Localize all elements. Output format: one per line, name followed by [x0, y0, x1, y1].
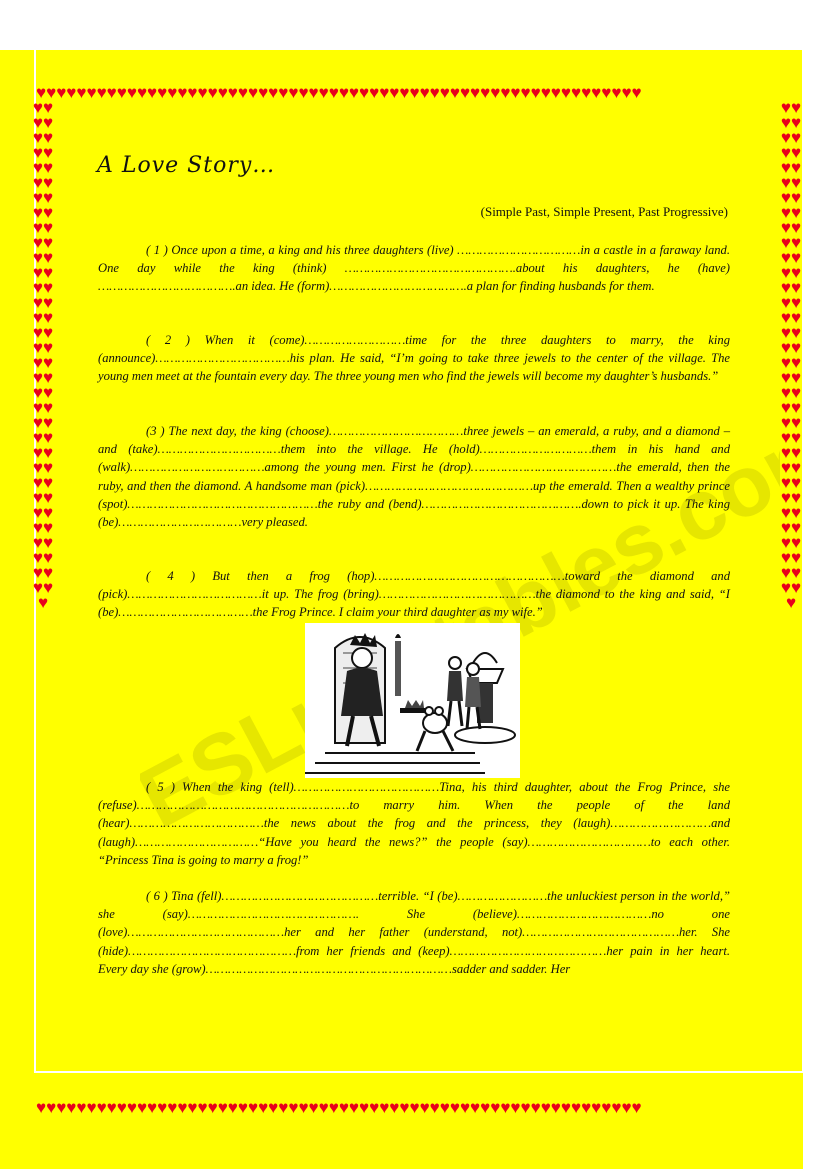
king-and-frog-illustration [305, 623, 520, 778]
story-paragraph-6: ( 6 ) Tina (fell)……………………………………terrible. “I (be)……………………the unluckiest person in the world,” she (say)………………………………………. She (believe)………………………………no one (love)……………………………………her and her father (understand, not)……………………………………her. She (hide)………………………………………from her friends and (keep)……………………………………her pain in her heart. Every day she (grow)…………………………………………………………sadder and sadder. Her [98, 889, 730, 976]
heart-border-right-icon: ♥♥♥♥♥♥♥♥♥♥♥♥♥♥♥♥♥♥♥♥♥♥♥♥♥♥♥♥♥♥♥♥♥♥♥♥♥♥♥♥♥♥♥♥♥♥♥♥♥♥♥♥♥♥♥♥♥♥♥♥♥♥♥♥♥♥♥ [780, 100, 802, 612]
illustration-drawing [305, 623, 520, 778]
heart-border-bottom-icon: ♥♥♥♥♥♥♥♥♥♥♥♥♥♥♥♥♥♥♥♥♥♥♥♥♥♥♥♥♥♥♥♥♥♥♥♥♥♥♥♥♥♥♥♥♥♥♥♥♥♥♥♥♥♥♥♥♥♥♥♥ [36, 1098, 642, 1117]
story-paragraph-5: ( 5 ) When the king (tell)…………………………………Tina, his third daughter, about the Frog Prince, she (refuse)…………………………………………………to marry him. When the people of the land (hear)………………………………the news about the frog and the princess, they (laugh)………………………and (laugh)……………………………“Have you heard the news?” the people (say)……………………………to each other. “Princess Tina is going to marry a frog!” [98, 780, 730, 867]
story-paragraph-1: ( 1 ) Once upon a time, a king and his three daughters (live) ……………………………in a castle in a faraway land. One day while the king (think) ……………………………………….about his daughters, he (have) ……………………………….an idea. He (form)……………………………….a plan for finding husbands for them. [98, 243, 730, 294]
page-subtitle: (Simple Past, Simple Present, Past Progressive) [480, 204, 728, 219]
page-title: A Love Story… [97, 153, 276, 178]
heart-border-left-icon: ♥♥♥♥♥♥♥♥♥♥♥♥♥♥♥♥♥♥♥♥♥♥♥♥♥♥♥♥♥♥♥♥♥♥♥♥♥♥♥♥♥♥♥♥♥♥♥♥♥♥♥♥♥♥♥♥♥♥♥♥♥♥♥♥♥♥♥ [32, 100, 54, 612]
heart-border-top-icon: ♥♥♥♥♥♥♥♥♥♥♥♥♥♥♥♥♥♥♥♥♥♥♥♥♥♥♥♥♥♥♥♥♥♥♥♥♥♥♥♥♥♥♥♥♥♥♥♥♥♥♥♥♥♥♥♥♥♥♥♥ [36, 83, 642, 102]
story-paragraph-4: ( 4 ) But then a frog (hop)……………………………………………toward the diamond and (pick)………………………………it up. The frog (bring)……………………………………the diamond to the king and said, “I (be)………………………………the Frog Prince. I claim your third daughter as my wife.” [98, 569, 730, 620]
story-paragraph-2: ( 2 ) When it (come)………………………time for the three daughters to marry, the king (announce)………………………………his plan. He said, “I’m going to take three jewels to the center of the village. The young men meet at the fountain every day. The three young men who find the jewels will become my daughter’s husbands.” [98, 333, 730, 384]
story-paragraph-3: (3 ) The next day, the king (choose)………………………………three jewels – an emerald, a ruby, and a diamond – and (take)……………………………them into the village. He (hold)…………………………them in his hand and (walk)………………………………among the young men. First he (drop)…………………………………the emerald, then the ruby, and then the diamond. A handsome man (pick)………………………………………up the emerald. Then a wealthy prince (spot)……………………………………………the ruby and (bend)…………………………………….down to pick it up. The king (be)……………………………very pleased. [98, 424, 730, 530]
